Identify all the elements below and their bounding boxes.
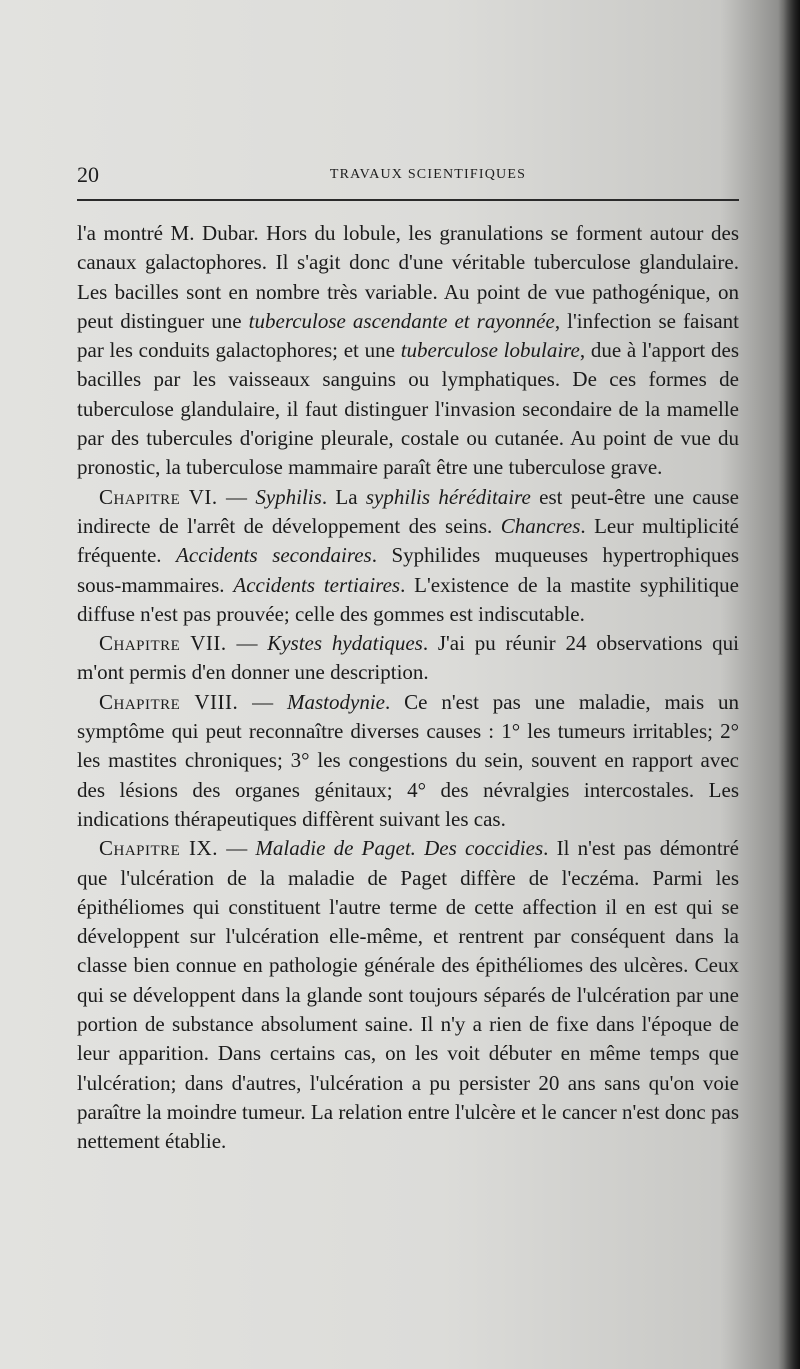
paragraph-chapitre-viii [77, 688, 739, 834]
text-run: . Leur multiplicité fréquente. [77, 513, 739, 568]
italic-run: syphilis héréditaire [365, 484, 531, 509]
text-run: . Syphilides muqueuses hypertrophiques sous-mammaires. [77, 543, 739, 597]
header-rule [77, 199, 739, 201]
paragraph-tuberculose [77, 219, 739, 483]
text-run: , due à l'apport des bacilles par les vaisseaux sanguins ou lymphatiques. De ces formes de tuberculose glandulaire, il faut distinguer l'invasion secondaire de la mamelle par des tubercules d'origine pleurale, costale ou cutanée. Au point de vue du pronostic, la tuberculose mammaire paraît être une tuberculose grave. [77, 338, 740, 480]
italic-run: Mastodynie [287, 689, 385, 714]
page-number: 20 [77, 162, 99, 187]
chapter-heading: Chapitre VII. [99, 631, 227, 656]
text-run: . Il n'est pas démontré que l'ulcération de la maladie de Paget diffère de l'eczéma. Parmi les épithéliomes qui constituent l'autre terme de cette affection il en est qui se développent sur l'ulcération elle-même, et rentrent par conséquent dans la classe bien connue en pathologie générale des épithéliomes des ulcères. Ceux qui se développent dans la glande sont toujours séparés de l'ulcération par une portion de substance absolument saine. Il n'y a rien de fixe dans l'époque de leur apparition. Dans certains cas, on les voit débuter en même temps que l'ulcération; dans d'autres, l'ulcération a pu persister 20 ans sans qu'on voie paraître la moindre tumeur. La relation entre l'ulcère et le cancer n'est donc pas nettement établie. [77, 836, 739, 1154]
text-run: . J'ai pu réunir 24 observations qui m'ont permis d'en donner une description. [77, 631, 739, 685]
text-run: . L'existence de la mastite syphilitique diffuse n'est pas prouvée; celle des gommes est indiscutable. [77, 572, 739, 626]
chapter-heading: Chapitre VI. [99, 484, 218, 509]
chapter-heading: Chapitre VIII. [99, 689, 239, 714]
text-run: — [217, 484, 256, 509]
italic-run: Chancres [500, 513, 581, 538]
italic-run: Accidents secondaires [176, 543, 372, 568]
text-run: est peut-être une cause indirecte de l'arrêt de développement des seins. [77, 484, 740, 538]
text-run: . La [321, 484, 366, 509]
chapter-heading: Chapitre IX. [99, 836, 218, 861]
italic-run: Maladie de Paget. Des coccidies [255, 836, 544, 861]
paragraph-chapitre-ix [77, 834, 739, 1156]
page-header [77, 160, 739, 190]
text-run: . Ce n'est pas une maladie, mais un symptôme qui peut reconnaître diverses causes : 1° les tumeurs irritables; 2° les mastites chroniques; 3° les congestions du sein, souvent en rapport avec des lésions des organes génitaux; 4° des névralgies intercostales. Les indications thérapeutiques diffèrent suivant les cas. [77, 689, 740, 831]
text-run: — [226, 631, 268, 656]
italic-run: Syphilis [255, 484, 322, 509]
paragraph-chapitre-vi [77, 483, 739, 629]
body-text [77, 219, 739, 1157]
text-run: — [217, 836, 256, 861]
italic-run: tuberculose lobulaire [400, 338, 580, 363]
text-run: l'a montré M. Dubar. Hors du lobule, les granulations se forment autour des canaux galactophores. Il s'agit donc d'une véritable tuberculose glandulaire. Les bacilles sont en nombre très variable. Au point de vue pathogénique, on peut distinguer une [77, 221, 739, 333]
paragraph-chapitre-vii [77, 629, 739, 688]
running-title: TRAVAUX SCIENTIFIQUES [329, 167, 527, 182]
italic-run: tuberculose ascendante et rayonnée [248, 308, 555, 333]
text-run: , l'infection se faisant par les conduits galactophores; et une [77, 308, 739, 363]
italic-run: Kystes hydatiques [267, 631, 423, 656]
text-run: — [238, 689, 287, 714]
book-spine-shadow [778, 0, 800, 1369]
italic-run: Accidents tertiaires [233, 572, 401, 597]
